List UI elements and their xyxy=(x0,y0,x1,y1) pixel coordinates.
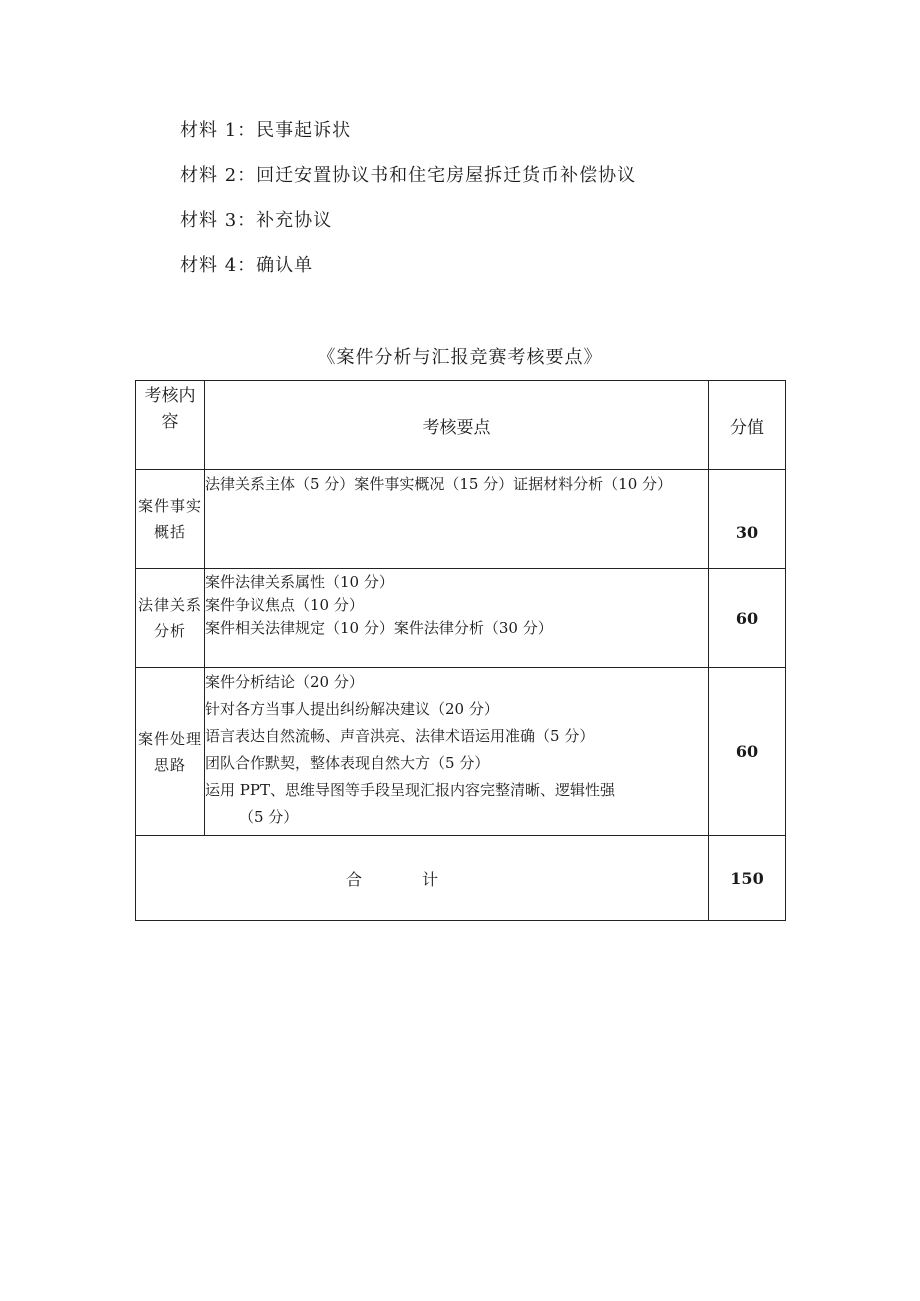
point-item: 法律关系主体（5 分）案件事实概况（15 分）证据材料分析（10 分） xyxy=(205,475,673,493)
header-content xyxy=(136,381,205,470)
row-score: 60 xyxy=(709,668,786,836)
evaluation-table xyxy=(135,380,786,921)
total-label: 合计 xyxy=(136,836,709,921)
material-item: 材料 4：确认单 xyxy=(180,255,314,276)
row-points xyxy=(205,569,709,668)
point-item: 运用 PPT、思维导图等手段呈现汇报内容完整清晰、逻辑性强 xyxy=(205,781,615,799)
category-line: 案件事实 xyxy=(137,497,202,515)
table-row xyxy=(136,668,786,836)
point-item: 团队合作默契，整体表现自然大方（5 分） xyxy=(205,754,490,772)
point-item: 案件争议焦点（10 分） xyxy=(205,596,364,614)
row-points xyxy=(205,470,709,569)
table-row xyxy=(136,470,786,569)
point-item: 案件分析结论（20 分） xyxy=(205,673,364,691)
material-item: 材料 3：补充协议 xyxy=(180,210,333,231)
total-row xyxy=(136,836,786,921)
row-score: 60 xyxy=(709,569,786,668)
table-header-row xyxy=(136,381,786,470)
category-line: 案件处理 xyxy=(137,729,202,748)
row-category xyxy=(136,569,205,668)
table-title: 《案件分析与汇报竞赛考核要点》 xyxy=(317,347,603,368)
header-content-line: 容 xyxy=(161,412,179,432)
table-row xyxy=(136,569,786,668)
material-item: 材料 2：回迁安置协议书和住宅房屋拆迁货币补偿协议 xyxy=(180,165,637,186)
row-category xyxy=(136,668,205,836)
total-score: 150 xyxy=(709,836,786,921)
category-line: 概括 xyxy=(153,523,186,541)
point-item: 案件法律关系属性（10 分） xyxy=(205,573,394,591)
category-line: 思路 xyxy=(153,755,186,774)
header-content-line: 考核内 xyxy=(144,386,196,406)
point-item: 针对各方当事人提出纠纷解决建议（20 分） xyxy=(205,700,499,718)
row-points xyxy=(205,668,709,836)
point-item: （5 分） xyxy=(239,808,299,826)
row-category xyxy=(136,470,205,569)
header-points: 考核要点 xyxy=(205,381,709,470)
point-item: 语言表达自然流畅、声音洪亮、法律术语运用准确（5 分） xyxy=(205,727,595,745)
header-score: 分值 xyxy=(709,381,786,470)
category-line: 法律关系 xyxy=(137,596,202,614)
row-score: 30 xyxy=(709,470,786,569)
materials-list xyxy=(180,117,636,297)
category-line: 分析 xyxy=(153,622,186,640)
point-item: 案件相关法律规定（10 分）案件法律分析（30 分） xyxy=(205,619,553,637)
material-item: 材料 1：民事起诉状 xyxy=(180,120,352,141)
